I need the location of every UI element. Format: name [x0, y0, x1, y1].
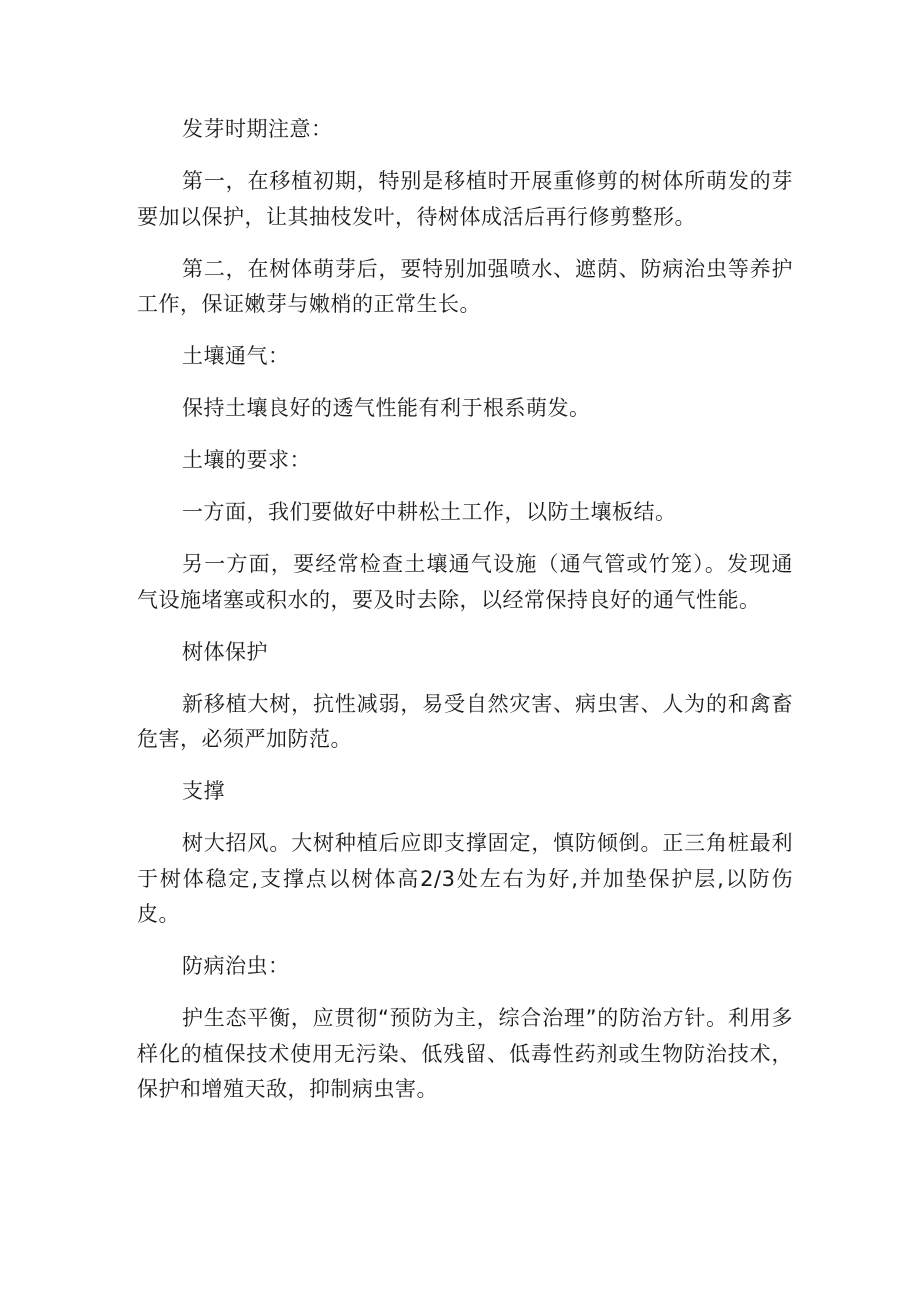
paragraph-first-point: 第一，在移植初期，特别是移植时开展重修剪的树体所萌发的芽要加以保护，让其抽枝发叶，待树体成活后再行修剪整形。 — [137, 169, 793, 229]
heading-sprouting-period: 发芽时期注意： — [182, 117, 333, 141]
paragraph-tree-protection: 新移植大树，抗性减弱，易受自然灾害、病虫害、人为的和禽畜危害，必须严加防范。 — [137, 691, 793, 751]
paragraph-soil-aeration: 保持土壤良好的透气性能有利于根系萌发。 — [182, 396, 591, 420]
paragraph-support: 树大招风。大树种植后应即支撑固定，慎防倾倒。正三角桩最利于树体稳定,支撑点以树体高2/3处左右为好,并加垫保护层,以防伤皮。 — [137, 831, 793, 926]
heading-tree-protection: 树体保护 — [182, 639, 268, 664]
heading-support: 支撑 — [182, 779, 225, 803]
heading-soil-requirements: 土壤的要求： — [182, 448, 311, 472]
paragraph-second-point: 第二，在树体萌芽后，要特别加强喷水、遮荫、防病治虫等养护工作，保证嫩芽与嫩梢的正常生长。 — [137, 256, 793, 316]
paragraph-soil-requirements-2: 另一方面，要经常检查土壤通气设施（通气管或竹笼）。发现通气设施堵塞或积水的，要及时去除，以经常保持良好的通气性能。 — [137, 552, 793, 612]
paragraph-pest-control: 护生态平衡，应贯彻“预防为主，综合治理”的防治方针。利用多样化的植保技术使用无污染、低残留、低毒性药剂或生物防治技术，保护和增殖天敌，抑制病虫害。 — [137, 1006, 793, 1101]
paragraph-soil-requirements-1: 一方面，我们要做好中耕松土工作，以防土壤板结。 — [182, 500, 677, 524]
heading-soil-aeration: 土壤通气： — [182, 344, 290, 368]
document-body — [137, 112, 793, 1124]
heading-pest-control: 防病治虫： — [182, 954, 290, 978]
